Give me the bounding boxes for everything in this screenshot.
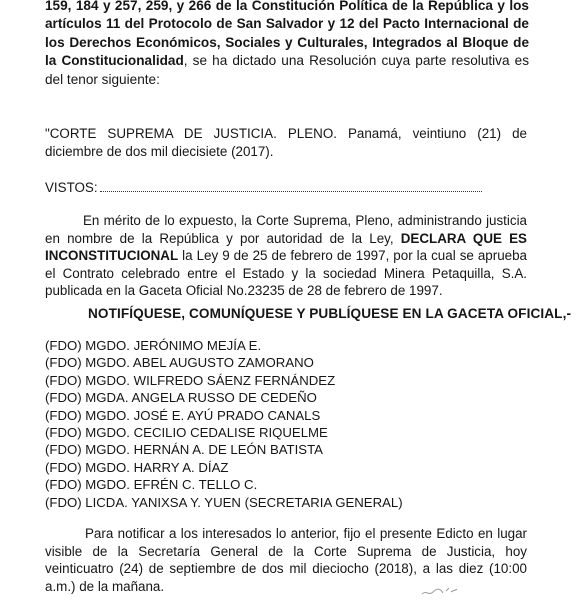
signatory-item: (FDO) MGDO. ABEL AUGUSTO ZAMORANO xyxy=(45,355,314,371)
signatory-item: (FDO) MGDO. HERNÁN A. DE LEÓN BATISTA xyxy=(45,442,323,458)
signatory-item: (FDO) MGDO. EFRÉN C. TELLO C. xyxy=(45,477,258,493)
intro-bold-text: 159, 184 y 257, 259, y 266 de la Constitución Política de la República y los artículos 11 del Protocolo de San Salvador y 12 del Pacto Internacional de los Derechos Económicos, Sociales y Culturales, Integrados al Bloque de la Constitucionalidad xyxy=(45,0,529,69)
signatories-list xyxy=(45,337,403,511)
intro-text: , se ha dictado una Resolución cuya parte resolutiva es del tenor siguiente: xyxy=(45,53,529,87)
signatory-item: (FDO) MGDO. JOSÉ E. AYÚ PRADO CANALS xyxy=(45,407,321,423)
signatory-item: (FDO) MGDO. HARRY A. DÍAZ xyxy=(45,459,229,475)
signatory-item: (FDO) MGDO. WILFREDO SÁENZ FERNÁNDEZ xyxy=(45,372,336,388)
vistos-label: VISTOS: xyxy=(45,180,98,195)
signatory-item: (FDO) MGDO. JERÓNIMO MEJÍA E. xyxy=(45,338,262,353)
resolution-body-text-1: En mérito de lo expuesto, la Corte Suprema, Pleno, administrando justicia en nombre de la República y por autoridad de la Ley, xyxy=(45,213,527,246)
signature-scribble-icon xyxy=(420,584,460,598)
resolution-declaration: DECLARA QUE ES INCONSTITUCIONAL xyxy=(45,230,527,264)
resolution-body-text-2: la Ley 9 de 25 de febrero de 1997, por la cual se aprueba el Contrato celebrado entre el Estado y la sociedad Minera Petaquilla, S.A. publicada en la Gaceta Oficial No.23235 de 28 de febrero de 1997. xyxy=(45,248,527,299)
notification-heading: NOTIFÍQUESE, COMUNÍQUESE Y PUBLÍQUESE EN LA GACETA OFICIAL,- xyxy=(88,306,572,321)
signatory-item: (FDO) MGDO. CECILIO CEDALISE RIQUELME xyxy=(45,424,328,440)
dotted-leader xyxy=(100,180,482,192)
vistos-line xyxy=(45,179,482,197)
signatory-item: (FDO) LICDA. YANIXSA Y. YUEN (SECRETARIA GENERAL) xyxy=(45,494,403,510)
closing-text: Para notificar a los interesados lo anterior, fijo el presente Edicto en lugar visible de la Secretaría General de la Corte Suprema de Justicia, hoy veinticuatro (24) de septiembre de dos mil dieciocho (2018), a las diez (10:00 a.m.) de la mañana. xyxy=(45,526,527,594)
resolution-body xyxy=(45,212,527,300)
resolution-header: "CORTE SUPREMA DE JUSTICIA. PLENO. Panamá, veintiuno (21) de diciembre de dos mil diecisiete (2017). xyxy=(45,126,527,159)
signatory-item: (FDO) MGDA. ANGELA RUSSO DE CEDEÑO xyxy=(45,390,317,406)
intro-paragraph xyxy=(45,0,529,89)
